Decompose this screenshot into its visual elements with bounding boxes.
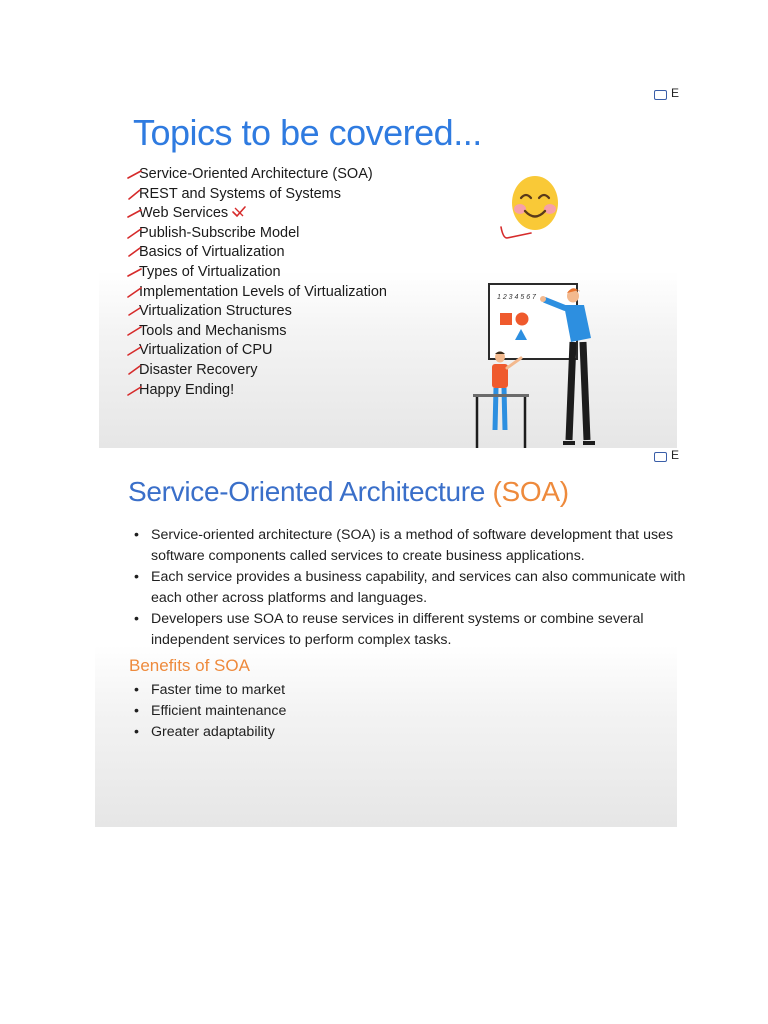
topic-label: Types of Virtualization <box>139 263 281 280</box>
list-item: • Faster time to market <box>133 680 286 701</box>
topic-item <box>139 283 387 303</box>
tick-mark-icon <box>127 343 143 357</box>
topic-label: REST and Systems of Systems <box>139 185 341 202</box>
list-item: • Greater adaptability <box>133 722 286 743</box>
slide-topics <box>99 80 680 448</box>
red-check-mark-icon <box>499 224 533 242</box>
topic-label: Tools and Mechanisms <box>139 322 287 339</box>
tick-mark-icon <box>127 304 143 318</box>
slide-title <box>128 476 569 508</box>
tick-mark-icon <box>127 265 143 279</box>
tick-mark-icon <box>127 245 143 259</box>
topic-label: Virtualization of CPU <box>139 342 273 359</box>
title-accent: (SOA) <box>492 476 569 507</box>
teacher-student-illustration <box>469 280 609 450</box>
topic-label: Publish-Subscribe Model <box>139 224 300 241</box>
topic-item <box>139 185 387 205</box>
topic-item <box>139 224 387 244</box>
topic-item <box>139 204 387 224</box>
list-item: • Service-oriented architecture (SOA) is a method of software development that uses software components called services to create business applications. <box>133 525 693 567</box>
topic-item <box>139 322 387 342</box>
tick-mark-icon <box>127 226 143 240</box>
board-numbers: 1 2 3 4 5 6 7 <box>497 294 536 301</box>
tick-mark-icon <box>127 167 143 181</box>
check-mark-icon <box>232 206 246 218</box>
tick-mark-icon <box>127 383 143 397</box>
topic-label: Web Services <box>139 205 229 222</box>
topics-list <box>139 165 387 400</box>
topic-label: Disaster Recovery <box>139 361 258 378</box>
topic-item <box>139 341 387 361</box>
topic-item <box>139 165 387 185</box>
tick-mark-icon <box>127 206 143 220</box>
tick-mark-icon <box>127 285 143 299</box>
slide-soa <box>95 448 686 827</box>
benefits-heading: Benefits of SOA <box>129 656 250 675</box>
presentation-icon <box>651 448 680 466</box>
list-item: • Each service provides a business capability, and services can also communicate with each other across platforms and languages. <box>133 567 693 609</box>
topic-item <box>139 243 387 263</box>
topic-item <box>139 302 387 322</box>
topic-label: Virtualization Structures <box>139 303 292 320</box>
slide-title: Topics to be covered... <box>133 112 482 153</box>
corner-icon-label: E <box>671 86 680 100</box>
soa-points-list <box>133 525 693 651</box>
topic-item <box>139 361 387 381</box>
title-main: Service-Oriented Architecture <box>128 476 486 507</box>
presentation-icon <box>651 86 680 104</box>
tick-mark-icon <box>127 324 143 338</box>
topic-label: Happy Ending! <box>139 381 235 398</box>
list-item: • Efficient maintenance <box>133 701 286 722</box>
topic-label: Implementation Levels of Virtualization <box>139 283 387 300</box>
topic-label: Service-Oriented Architecture (SOA) <box>139 166 373 182</box>
tick-mark-icon <box>127 187 143 201</box>
topic-item <box>139 381 387 401</box>
topic-label: Basics of Virtualization <box>139 244 285 261</box>
topic-item <box>139 263 387 283</box>
corner-icon-label: E <box>671 448 680 462</box>
benefits-list <box>133 680 286 743</box>
tick-mark-icon <box>127 363 143 377</box>
list-item: • Developers use SOA to reuse services in different systems or combine several independent services to perform complex tasks. <box>133 609 693 651</box>
